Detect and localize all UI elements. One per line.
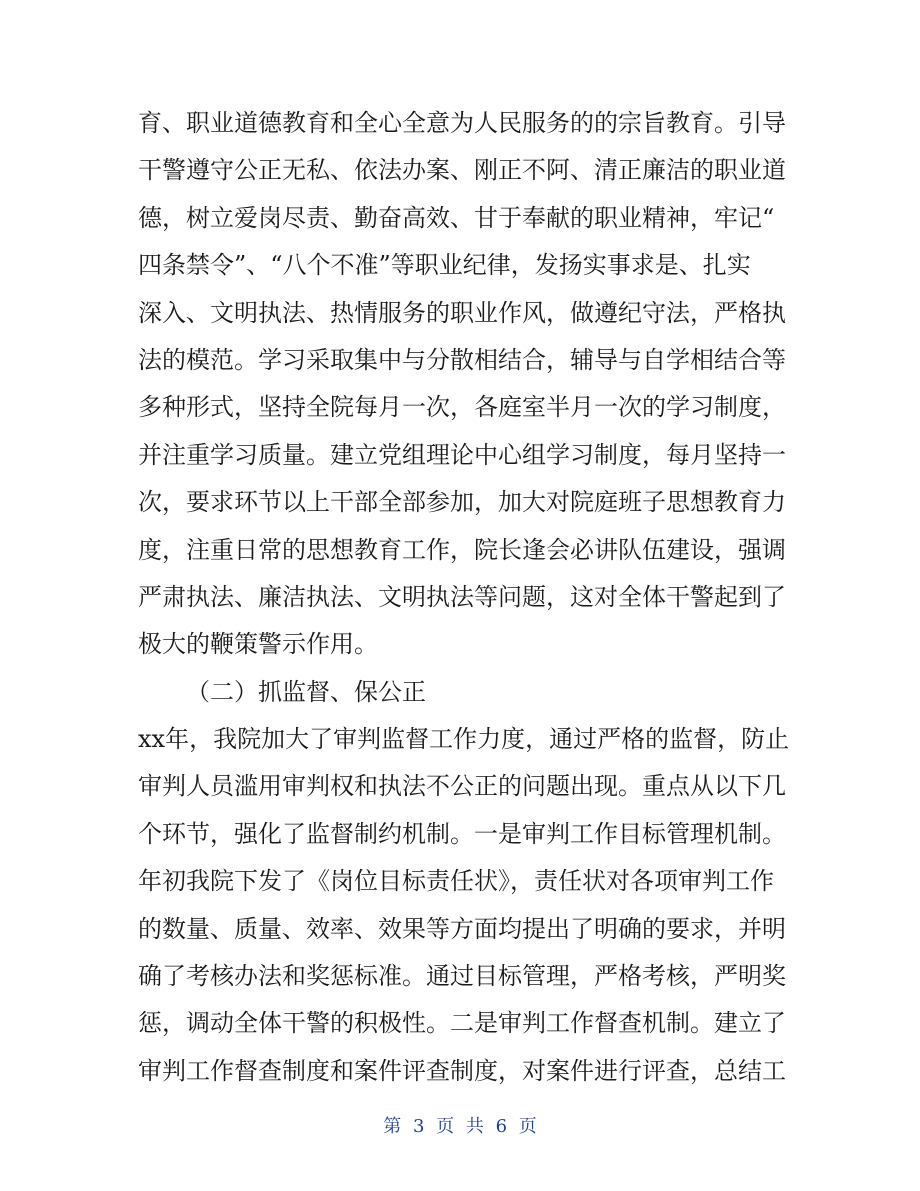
- text-line: 法的模范。学习采取集中与分散相结合，辅导与自学相结合等: [138, 345, 786, 374]
- text-line: 年初我院下发了《岗位目标责任状》，责任状对各项审判工作: [138, 867, 774, 896]
- text-line: 深入、文明执法、热情服务的职业作风，做遵纪守法，严格执: [138, 298, 786, 327]
- section-heading: （二）抓监督、保公正: [186, 677, 426, 706]
- text-line: 德，树立爱岗尽责、勤奋高效、甘于奉献的职业精神，牢记“: [138, 203, 775, 232]
- text-line: 个环节，强化了监督制约机制。一是审判工作目标管理机制。: [138, 819, 786, 848]
- text-line: 次，要求环节以上干部全部参加，加大对院庭班子思想教育力: [138, 488, 786, 517]
- text-line: 并注重学习质量。建立党组理论中心组学习制度，每月坚持一: [138, 440, 786, 469]
- text-line: 审判人员滥用审判权和执法不公正的问题出现。重点从以下几: [138, 772, 786, 801]
- text-line: 四条禁令”、“八个不准”等职业纪律，发扬实事求是、扎实: [138, 251, 751, 280]
- text-line: 审判工作督查制度和案件评查制度，对案件进行评查，总结工: [138, 1056, 786, 1085]
- text-line: 极大的鞭策警示作用。: [138, 630, 378, 659]
- text-line: 严肃执法、廉洁执法、文明执法等问题，这对全体干警起到了: [138, 582, 786, 611]
- page-number-footer: 第 3 页 共 6 页: [383, 1116, 537, 1137]
- text-line: 育、职业道德教育和全心全意为人民服务的的宗旨教育。引导: [138, 109, 786, 137]
- text-line: 的数量、质量、效率、效果等方面均提出了明确的要求，并明: [138, 914, 786, 943]
- text-line: 干警遵守公正无私、依法办案、刚正不阿、清正廉洁的职业道: [138, 156, 786, 185]
- text-line: 确了考核办法和奖惩标准。通过目标管理，严格考核，严明奖: [138, 962, 786, 991]
- document-body: [138, 100, 798, 1095]
- text-line: 度，注重日常的思想教育工作，院长逢会必讲队伍建设，强调: [138, 535, 786, 564]
- text-line: 多种形式，坚持全院每月一次，各庭室半月一次的学习制度，: [138, 393, 786, 422]
- text-line: xx年，我院加大了审判监督工作力度，通过严格的监督，防止: [138, 725, 790, 754]
- text-line: 惩，调动全体干警的积极性。二是审判工作督查机制。建立了: [138, 1009, 786, 1038]
